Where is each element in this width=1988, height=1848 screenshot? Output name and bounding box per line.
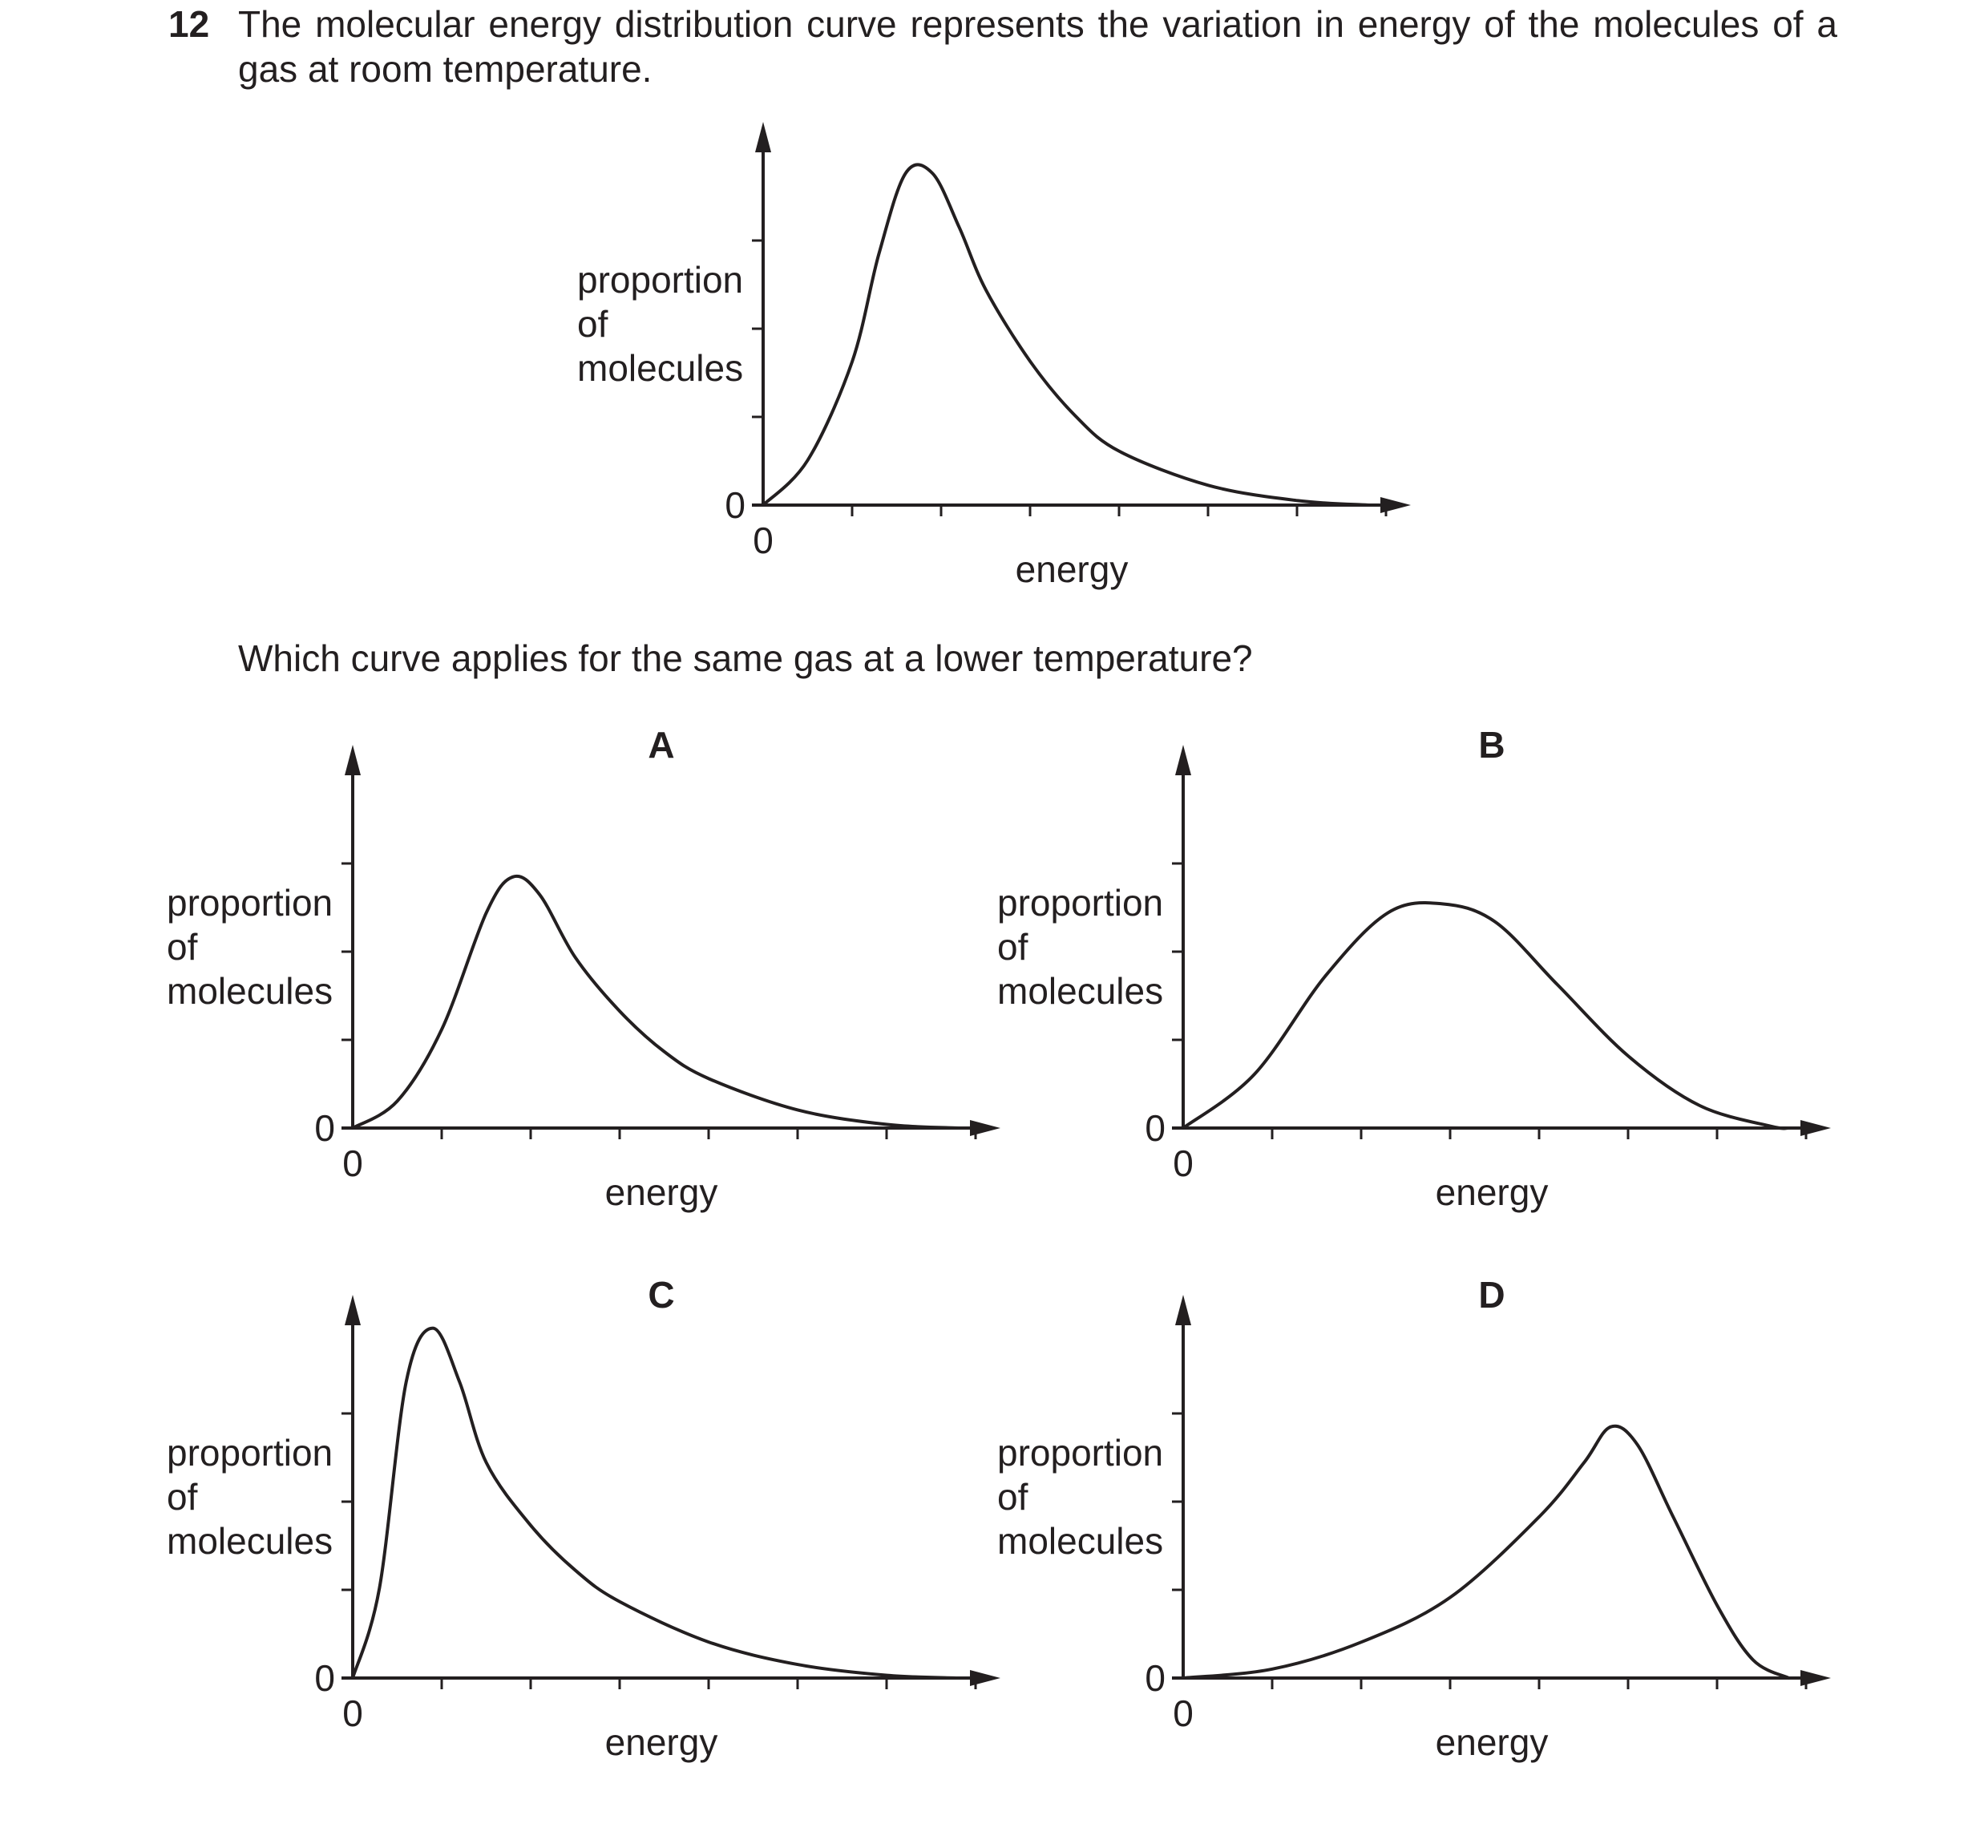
y-axis-label-line: of — [997, 926, 1028, 968]
distribution-curve — [353, 1328, 959, 1678]
y-axis-label-line: molecules — [577, 347, 744, 389]
y-axis-arrowhead — [345, 745, 361, 775]
x-axis-label: energy — [1435, 1171, 1549, 1213]
distribution-curve — [1183, 903, 1789, 1128]
distribution-curve — [353, 876, 959, 1128]
y-axis-label-line: proportion — [167, 882, 333, 924]
x-axis-label: energy — [1015, 548, 1129, 590]
y-axis-label — [997, 882, 1163, 1012]
y-axis-arrowhead — [345, 1295, 361, 1325]
y-axis-arrowhead — [1175, 1295, 1191, 1325]
distribution-curve — [763, 164, 1369, 505]
chart-a — [167, 724, 1000, 1213]
y-axis-label-line: of — [167, 926, 198, 968]
y-axis-label-line: molecules — [167, 1520, 333, 1562]
y-axis-label-line: molecules — [167, 970, 333, 1012]
distribution-curve — [1183, 1426, 1789, 1678]
y-origin-label: 0 — [314, 1657, 335, 1699]
x-origin-label: 0 — [1173, 1142, 1194, 1184]
y-axis-label-line: proportion — [997, 1432, 1164, 1474]
y-origin-label: 0 — [1145, 1657, 1166, 1699]
y-axis-arrowhead — [755, 122, 771, 152]
y-axis-label-line: of — [997, 1476, 1028, 1518]
y-axis-label — [167, 882, 333, 1012]
y-axis-label — [997, 1432, 1163, 1562]
y-axis-label-line: proportion — [577, 259, 744, 301]
y-axis-label-line: proportion — [167, 1432, 333, 1474]
y-axis-label-line: molecules — [997, 1520, 1164, 1562]
y-axis-label-line: molecules — [997, 970, 1164, 1012]
y-axis-label — [167, 1432, 333, 1562]
x-origin-label: 0 — [342, 1692, 363, 1734]
y-axis-arrowhead — [1175, 745, 1191, 775]
x-axis-label: energy — [604, 1171, 718, 1213]
y-origin-label: 0 — [1145, 1107, 1166, 1149]
option-label: D — [1478, 1274, 1505, 1316]
y-origin-label: 0 — [314, 1107, 335, 1149]
option-label: C — [648, 1274, 675, 1316]
option-label: B — [1478, 724, 1505, 766]
chart-b — [997, 724, 1831, 1213]
y-origin-label: 0 — [725, 484, 746, 526]
chart-d — [997, 1274, 1831, 1763]
x-origin-label: 0 — [342, 1142, 363, 1184]
y-axis-label-line: of — [167, 1476, 198, 1518]
x-axis-label: energy — [604, 1721, 718, 1763]
y-axis-label-line: proportion — [997, 882, 1164, 924]
chart-reference — [577, 122, 1411, 590]
y-axis-label-line: of — [577, 303, 608, 345]
x-origin-label: 0 — [753, 520, 774, 561]
x-axis-label: energy — [1435, 1721, 1549, 1763]
question-prompt: Which curve applies for the same gas at a lower temperature? — [238, 637, 1253, 679]
option-label: A — [648, 724, 675, 766]
question-number: 12 — [168, 3, 210, 45]
y-axis-label — [577, 259, 743, 389]
chart-c — [167, 1274, 1000, 1763]
question-stem: The molecular energy distribution curve represents the variation in energy of the molecules of a gas at room temperature. — [238, 3, 1837, 90]
x-origin-label: 0 — [1173, 1692, 1194, 1734]
